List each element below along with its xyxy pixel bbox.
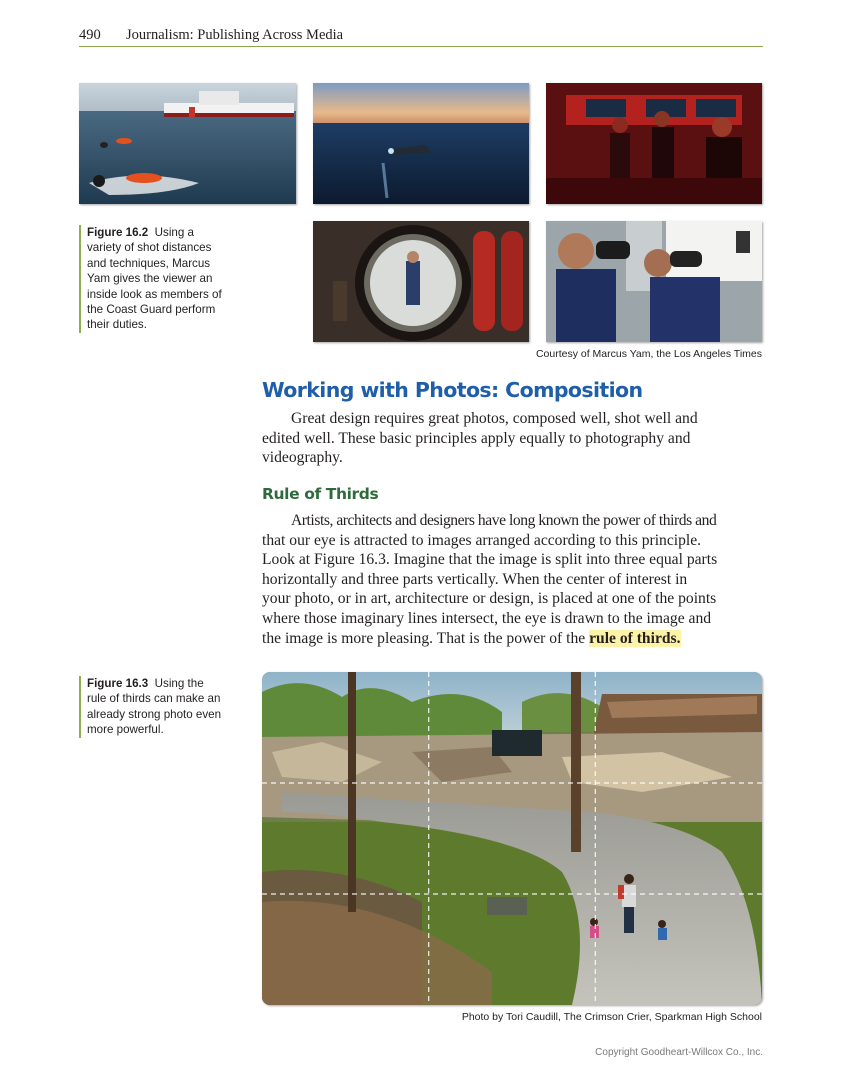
header-rule [79, 46, 763, 47]
key-term: rule of thirds. [589, 629, 681, 647]
caption-line: the Coast Guard perform [87, 303, 216, 317]
figure-16-3-credit: Photo by Tori Caudill, The Crimson Crier, Sparkman High School [461, 1011, 762, 1023]
caption-line: more powerful. [87, 723, 164, 737]
caption-line: variety of shot distances [87, 241, 212, 255]
text-line: Look at Figure 16.3. Imagine that the image is split into three equal parts [262, 551, 718, 569]
copyright-notice: Copyright Goodheart-Willcox Co., Inc. [595, 1047, 763, 1058]
photo-binocular-lookouts [546, 221, 762, 342]
photo-boat-at-dusk [313, 83, 529, 204]
figure-16-2-credit: Courtesy of Marcus Yam, the Los Angeles Times [535, 348, 762, 360]
text-line: edited well. These basic principles apply equally to photography and [262, 429, 691, 447]
text-line: that our eye is attracted to images arranged according to this principle. [262, 531, 702, 549]
figure-16-2-caption [79, 225, 247, 333]
photo-rule-of-thirds-storm-damage [262, 672, 762, 1005]
caption-line: already strong photo even [87, 707, 222, 721]
text-line: Artists, architects and designers have long known the power of thirds and [291, 512, 717, 529]
section-title: Working with Photos: Composition [262, 378, 643, 402]
page-number: 490 [79, 27, 101, 43]
text-line: Great design requires great photos, composed well, shot well and [291, 410, 698, 427]
text-line: the image is more pleasing. That is the power of the [262, 629, 590, 647]
figure-16-3-label: Figure 16.3 [87, 677, 149, 690]
text-line: horizontally and three parts vertically. When the center of interest in [262, 570, 688, 588]
photo-coast-guard-rescue [79, 83, 296, 204]
text-line: your photo, or in art, architecture or design, is placed at one of the points [262, 590, 717, 608]
text-line: where those imaginary lines intersect, the eye is drawn to the image and [262, 609, 712, 627]
figure-16-3-caption [79, 676, 247, 738]
caption-line: and techniques, Marcus [87, 256, 211, 270]
caption-line: their duties. [87, 318, 147, 332]
caption-line: Using the [154, 677, 204, 690]
subsection-body [262, 511, 762, 648]
photo-through-porthole [313, 221, 529, 342]
caption-line: rule of thirds can make an [87, 692, 221, 706]
caption-line: inside look as members of [87, 287, 222, 301]
text-line: videography. [262, 449, 343, 467]
figure-16-2-label: Figure 16.2 [87, 226, 149, 239]
caption-line: Yam gives the viewer an [87, 272, 213, 286]
running-title: Journalism: Publishing Across Media [126, 27, 344, 43]
caption-line: Using a [154, 226, 194, 239]
photo-bridge-crew [546, 83, 762, 204]
subsection-title: Rule of Thirds [262, 485, 379, 503]
section-intro [262, 409, 762, 468]
